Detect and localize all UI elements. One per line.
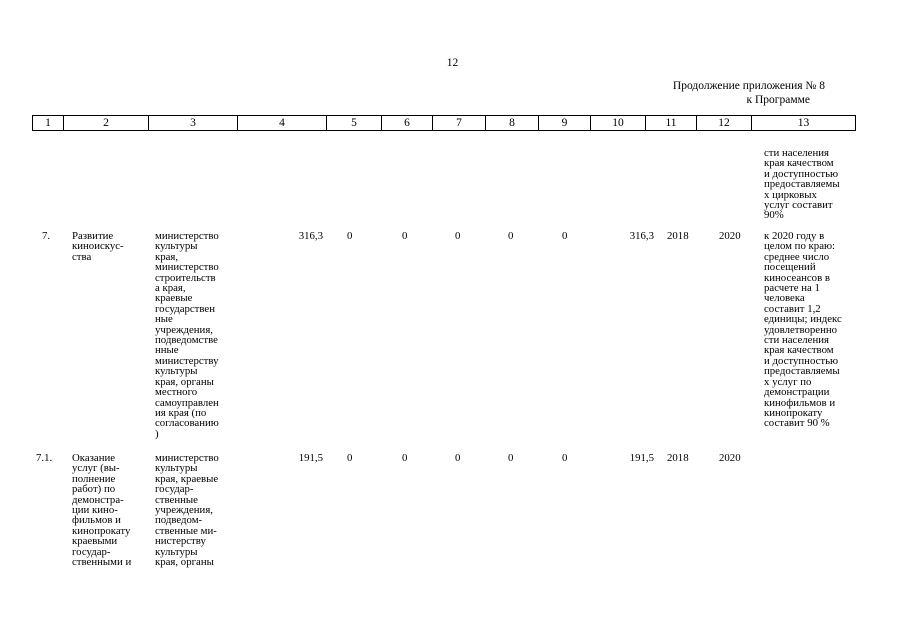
- row-total: 316,3: [298, 230, 323, 242]
- column-header-10: 10: [591, 116, 646, 131]
- row-value-year4: 0: [508, 230, 514, 242]
- row-number: 7.1.: [36, 452, 53, 464]
- column-header-4: 4: [238, 116, 327, 131]
- row-value-year5: 0: [562, 452, 568, 464]
- continuation-title: Продолжение приложения № 8: [672, 80, 825, 92]
- row-end-year: 2020: [719, 230, 741, 242]
- column-header-7: 7: [433, 116, 486, 131]
- column-header-12: 12: [697, 116, 752, 131]
- column-header-13: 13: [752, 116, 856, 131]
- column-header-6: 6: [382, 116, 433, 131]
- row-executor: министерство культуры края, краевые государ- ственные учреждения, подведом- ственные ми- нистерству культуры края, органы: [155, 452, 219, 569]
- row-value-year4: 0: [508, 452, 514, 464]
- row-executor: министерство культуры края, министерство строительств а края, краевые государствен ные учреждения, подведомстве нные министерству культуры края, органы местного самоуправлен ия края (по согласованию ): [155, 230, 219, 440]
- row-end-year: 2020: [719, 452, 741, 464]
- row-value-year6: 191,5: [629, 452, 654, 464]
- row-name: Оказание услуг (вы- полнение работ) по демонстра- ции кино- фильмов и кинопрокату краевыми государ- ственными и: [72, 452, 132, 569]
- row-value-year5: 0: [562, 230, 568, 242]
- column-header-11: 11: [646, 116, 697, 131]
- column-header-3: 3: [149, 116, 238, 131]
- row-value-year6: 316,3: [629, 230, 654, 242]
- row-value-year1: 0: [347, 230, 353, 242]
- row-name: Развитие киноискус- ства: [72, 230, 124, 263]
- row-value-year3: 0: [455, 452, 461, 464]
- row-total: 191,5: [298, 452, 323, 464]
- column-header-8: 8: [486, 116, 539, 131]
- carry-over-result-text: сти населения края качеством и доступностью предоставляемы х цирковых услуг составит 90%: [764, 147, 840, 222]
- column-header-1: 1: [33, 116, 64, 131]
- page-number: 12: [446, 57, 459, 69]
- row-value-year2: 0: [402, 230, 408, 242]
- row-value-year3: 0: [455, 230, 461, 242]
- continuation-subtitle: к Программе: [746, 94, 810, 106]
- column-header-2: 2: [64, 116, 149, 131]
- column-header-9: 9: [539, 116, 591, 131]
- row-value-year2: 0: [402, 452, 408, 464]
- row-start-year: 2018: [667, 452, 689, 464]
- row-number: 7.: [42, 230, 51, 242]
- row-expected-result: к 2020 году в целом по краю: среднее число посещений киносеансов в расчете на 1 человека составит 1,2 единицы; индекс удовлетворенно сти населения края качеством и доступностью предоставляемы х услуг по демонстрации кинофильмов и кинопрокату составит 90 %: [764, 230, 842, 430]
- column-header-5: 5: [327, 116, 382, 131]
- row-value-year1: 0: [347, 452, 353, 464]
- column-number-header: [32, 115, 856, 131]
- row-start-year: 2018: [667, 230, 689, 242]
